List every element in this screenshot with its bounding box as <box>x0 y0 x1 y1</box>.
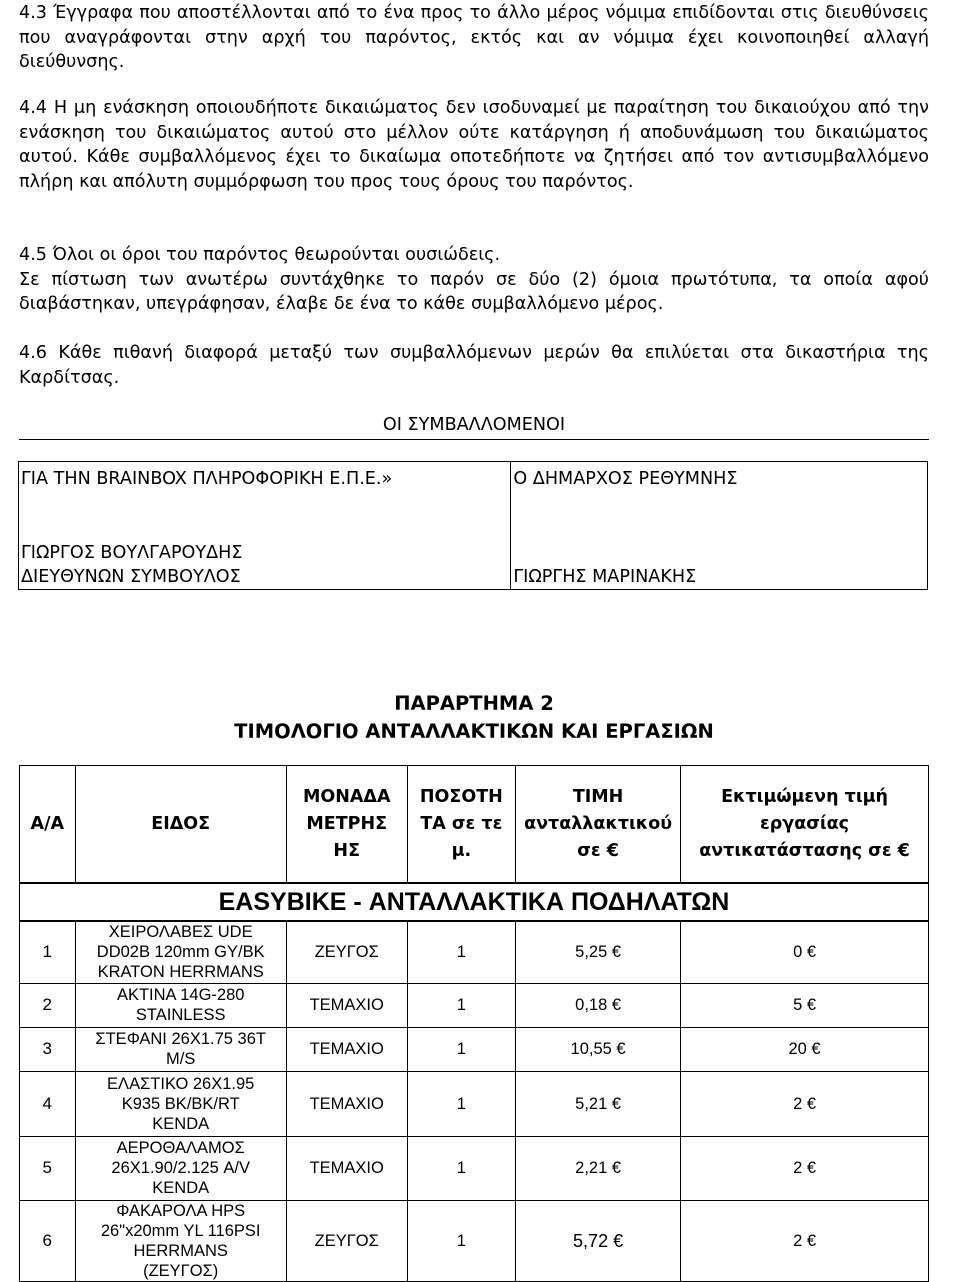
row-labor: 2 € <box>681 1200 929 1281</box>
annex-title: ΠΑΡΑΡΤΗΜΑ 2 <box>394 692 554 715</box>
row-item: ΣΤΕΦΑΝΙ 26Χ1.75 36Τ M/S <box>75 1027 286 1071</box>
row-price: 5,25 € <box>516 921 681 983</box>
section-title: EASYBIKE - ΑΝΤΑΛΛΑΚΤΙΚΑ ΠΟΔΗΛΑΤΩΝ <box>20 883 929 921</box>
row-qty: 1 <box>407 1071 515 1136</box>
row-unit: ΖΕΥΓΟΣ <box>286 1200 407 1281</box>
right-party-cell <box>511 462 928 590</box>
row-unit: ΤΕΜΑΧΙΟ <box>286 1027 407 1071</box>
paragraph-4-5-line2: Σε πίστωση των ανωτέρω συντάχθηκε το παρόν σε δύο (2) όμοια πρωτότυπα, τα οποία αφού διαβάστηκαν, υπεγράφησαν, έλαβε δε ένα το κάθε συμβαλλόμενο μέρος. <box>19 269 929 314</box>
paragraph-4-5-line1: 4.5 Όλοι οι όροι του παρόντος θεωρούνται ουσιώδεις. <box>19 245 501 265</box>
paragraph-4-6: 4.6 Κάθε πιθανή διαφορά μεταξύ των συμβαλλόμενων μερών θα επιλύεται στα δικαστήρια της Καρδίτσας. <box>19 343 929 388</box>
row-qty: 1 <box>407 1136 515 1200</box>
signature-row-parties <box>19 462 928 590</box>
row-unit: ΤΕΜΑΧΙΟ <box>286 983 407 1027</box>
row-qty: 1 <box>407 1027 515 1071</box>
annex-subtitle: ΤΙΜΟΛΟΓΙΟ ΑΝΤΑΛΛΑΚΤΙΚΩΝ ΚΑΙ ΕΡΓΑΣΙΩΝ <box>234 720 714 743</box>
row-qty: 1 <box>407 983 515 1027</box>
row-labor: 0 € <box>681 921 929 983</box>
parties-title: ΟΙ ΣΥΜΒΑΛΛΟΜΕΝΟΙ <box>382 415 566 435</box>
row-price: 5,21 € <box>516 1071 681 1136</box>
signature-space <box>21 491 508 541</box>
row-labor: 5 € <box>681 983 929 1027</box>
header-unit: ΜΟΝΑΔΑ ΜΕΤΡΗΣΗΣ <box>286 766 407 884</box>
header-qty: ΠΟΣΟΤΗΤΑ σε τεμ. <box>407 766 515 884</box>
row-item: ΦΑΚΑΡΟΛΑ HPS 26"x20mm YL 116PSI HERRMANS (ΖΕΥΓΟΣ) <box>75 1200 286 1281</box>
paragraph-4-3: 4.3 Έγγραφα που αποστέλλονται από το ένα προς το άλλο μέρος νόμιμα επιδίδονται στις διευθύνσεις που αναγράφονται στην αρχή του παρόντος, εκτός και αν νόμιμα έχει κοινοποιηθεί αλλαγή διεύθυνσης. <box>19 3 929 72</box>
left-signer-name: ΓΙΩΡΓΟΣ ΒΟΥΛΓΑΡΟΥΔΗΣ <box>21 543 243 563</box>
row-aa: 5 <box>20 1136 76 1200</box>
row-price: 10,55 € <box>516 1027 681 1071</box>
row-item: ΑΕΡΟΘΑΛΑΜΟΣ 26Χ1.90/2.125 A/V KENDA <box>75 1136 286 1200</box>
left-party-cell <box>19 462 511 590</box>
row-aa: 3 <box>20 1027 76 1071</box>
row-unit: ΖΕΥΓΟΣ <box>286 921 407 983</box>
header-item: ΕΙΔΟΣ <box>75 766 286 884</box>
row-price: 5,72 € <box>516 1200 681 1281</box>
signature-table <box>18 461 928 590</box>
row-unit: ΤΕΜΑΧΙΟ <box>286 1071 407 1136</box>
row-price: 2,21 € <box>516 1136 681 1200</box>
row-aa: 6 <box>20 1200 76 1281</box>
left-party: ΓΙΑ ΤΗΝ BRAINBOX ΠΛΗΡΟΦΟΡΙΚΗ Ε.Π.Ε.» <box>21 469 393 489</box>
table-row <box>20 921 929 983</box>
row-labor: 20 € <box>681 1027 929 1071</box>
right-signer-name: ΓΙΩΡΓΗΣ ΜΑΡΙΝΑΚΗΣ <box>513 567 697 587</box>
row-aa: 4 <box>20 1071 76 1136</box>
row-labor: 2 € <box>681 1136 929 1200</box>
parties-divider <box>19 439 929 440</box>
table-row <box>20 1136 929 1200</box>
paragraph-4-4: 4.4 Η μη ενάσκηση οποιουδήποτε δικαιώματος δεν ισοδυναμεί με παραίτηση του δικαιούχου από την ενάσκηση του δικαιώματος αυτού στο μέλλον ούτε κατάργηση ή αποδυνάμωση του δικαιώματος αυτού. Κάθε συμβαλλόμενος έχει το δικαίωμα οποτεδήποτε να ζητήσει από τον αντισυμβαλλόμενο πλήρη και απόλυτη συμμόρφωση του προς τους όρους του παρόντος. <box>19 98 929 192</box>
annex-heading <box>19 690 929 746</box>
price-table-header <box>20 766 929 884</box>
row-qty: 1 <box>407 921 515 983</box>
table-row <box>20 1027 929 1071</box>
left-signer-role: ΔΙΕΥΘΥΝΩΝ ΣΥΜΒΟΥΛΟΣ <box>21 567 241 587</box>
table-row <box>20 1200 929 1281</box>
row-labor: 2 € <box>681 1071 929 1136</box>
row-item: ΑΚΤΙΝΑ 14G-280 STAINLESS <box>75 983 286 1027</box>
signature-space <box>513 491 925 541</box>
row-price: 0,18 € <box>516 983 681 1027</box>
header-aa: Α/Α <box>20 766 76 884</box>
row-unit: ΤΕΜΑΧΙΟ <box>286 1136 407 1200</box>
row-aa: 2 <box>20 983 76 1027</box>
table-row <box>20 1071 929 1136</box>
row-qty: 1 <box>407 1200 515 1281</box>
row-item: ΕΛΑΣΤΙΚΟ 26Χ1.95 K935 BK/BK/RT KENDA <box>75 1071 286 1136</box>
price-table <box>19 765 929 1282</box>
row-item: ΧΕΙΡΟΛΑΒΕΣ UDE DD02B 120mm GY/BK KRATON HERRMANS <box>75 921 286 983</box>
section-row <box>20 883 929 921</box>
header-labor: Εκτιμώμενη τιμή εργασίας αντικατάστασης σε € <box>681 766 929 884</box>
header-price: ΤΙΜΗ ανταλλακτικού σε € <box>516 766 681 884</box>
right-party: Ο ΔΗΜΑΡΧΟΣ ΡΕΘΥΜΝΗΣ <box>513 469 738 489</box>
paragraph-4-5 <box>19 243 929 317</box>
table-row <box>20 983 929 1027</box>
row-aa: 1 <box>20 921 76 983</box>
